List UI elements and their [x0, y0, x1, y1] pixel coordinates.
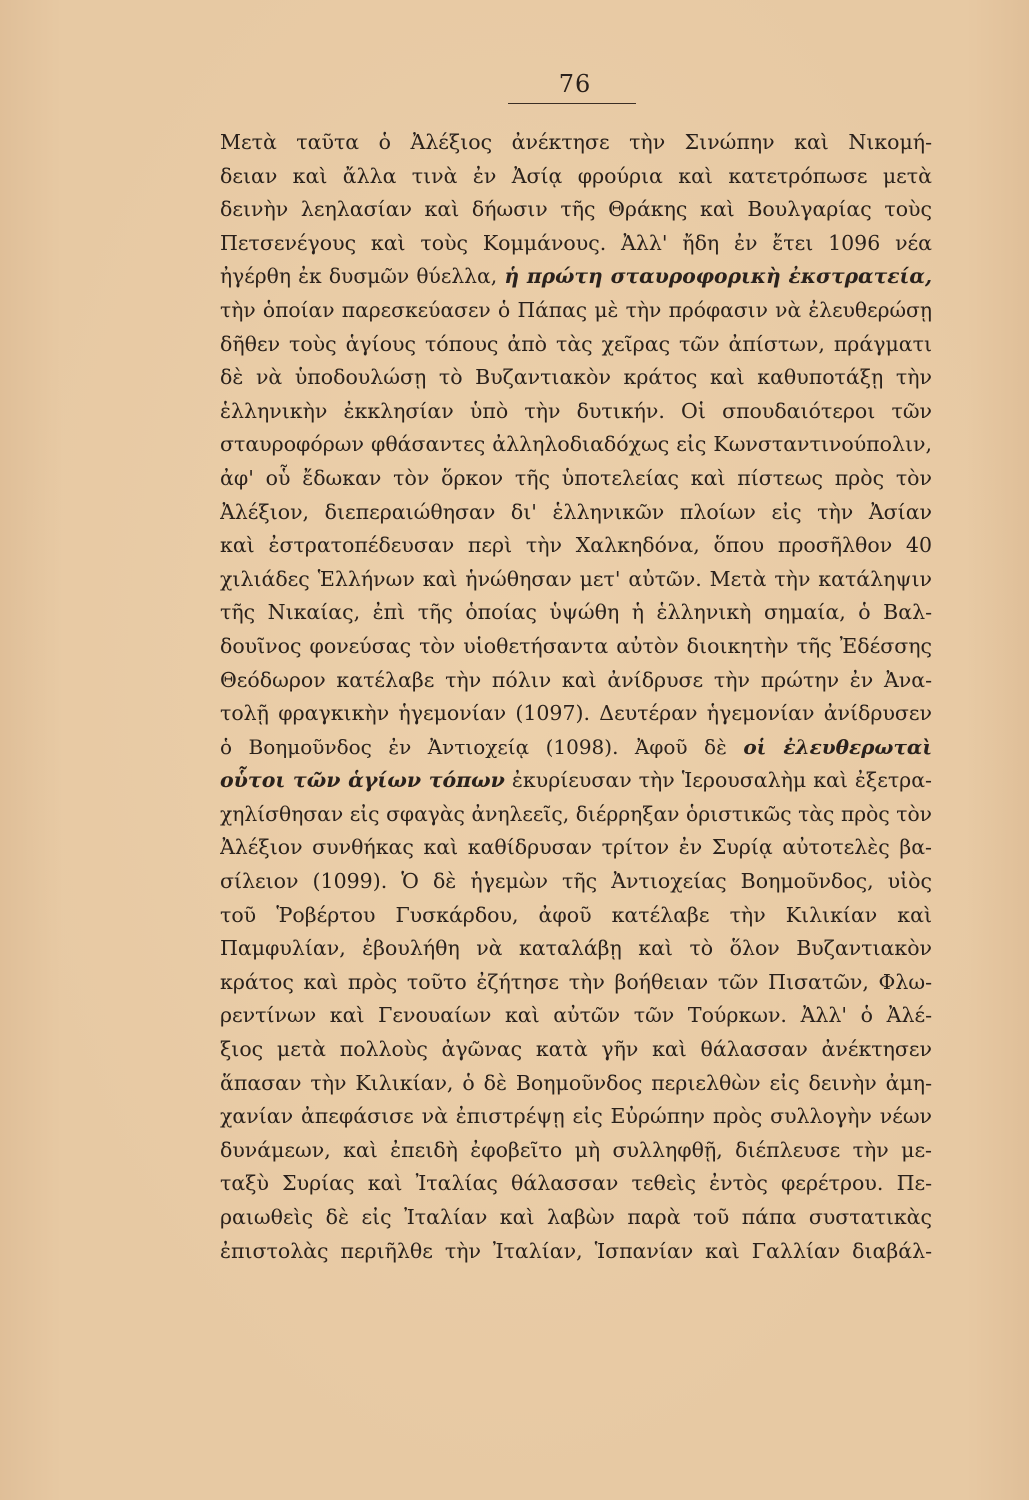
- text-line: τὴν ὁποίαν παρεσκεύασεν ὁ Πάπας μὲ τὴν πρόφασιν νὰ ἐλευθερώσῃ: [220, 297, 932, 322]
- text-line: δεινὴν λεηλασίαν καὶ δήωσιν τῆς Θράκης καὶ Βουλγαρίας τοὺς: [220, 197, 932, 222]
- text-line: σταυροφόρων φθάσαντες ἀλληλοδιαδόχως εἰς Κωνσταντινούπολιν,: [220, 432, 932, 457]
- body-text: [220, 126, 932, 1268]
- text-line: κράτος καὶ πρὸς τοῦτο ἐζήτησε τὴν βοήθειαν τῶν Πισατῶν, Φλω-: [220, 969, 932, 994]
- header-rule: [508, 103, 636, 104]
- text-line: Παμφυλίαν, ἐβουλήθη νὰ καταλάβῃ καὶ τὸ ὅλον Βυζαντιακὸν: [220, 936, 932, 961]
- text-line: Ἀλέξιον, διεπεραιώθησαν δι' ἑλληνικῶν πλοίων εἰς τὴν Ἀσίαν: [220, 499, 932, 524]
- text-line: ρεντίνων καὶ Γενουαίων καὶ αὐτῶν τῶν Τούρκων. Ἀλλ' ὁ Ἀλέ-: [220, 1003, 932, 1028]
- text-line: ἠγέρθη ἐκ δυσμῶν θύελλα, ἡ πρώτη σταυροφορικὴ ἐκστρατεία,: [220, 264, 932, 289]
- text-line: Θεόδωρον κατέλαβε τὴν πόλιν καὶ ἀνίδρυσε τὴν πρώτην ἐν Ἀνα-: [220, 667, 932, 692]
- text-line: χιλιάδες Ἑλλήνων καὶ ἡνώθησαν μετ' αὐτῶν. Μετὰ τὴν κατάληψιν: [220, 566, 932, 591]
- text-line: ταξὺ Συρίας καὶ Ἰταλίας θάλασσαν τεθεὶς ἐντὸς φερέτρου. Πε-: [220, 1171, 932, 1196]
- text-line: δῆθεν τοὺς ἁγίους τόπους ἀπὸ τὰς χεῖρας τῶν ἀπίστων, πράγματι: [220, 331, 932, 356]
- text-line: χηλίσθησαν εἰς σφαγὰς ἀνηλεεῖς, διέρρηξαν ὁριστικῶς τὰς πρὸς τὸν: [220, 801, 932, 826]
- emphasized-text: οὗτοι τῶν ἁγίων τόπων: [220, 768, 505, 793]
- emphasized-text: ἡ πρώτη σταυροφορικὴ ἐκστρατεία,: [504, 264, 932, 289]
- text-line: δὲ νὰ ὑποδουλώσῃ τὸ Βυζαντιακὸν κράτος καὶ καθυποτάξῃ τὴν: [220, 365, 932, 390]
- text-line: τοῦ Ῥοβέρτου Γυσκάρδου, ἀφοῦ κατέλαβε τὴν Κιλικίαν καὶ: [220, 902, 932, 927]
- text-line: ἐπιστολὰς περιῆλθε τὴν Ἰταλίαν, Ἱσπανίαν καὶ Γαλλίαν διαβάλ-: [220, 1238, 932, 1263]
- text-line: δυνάμεων, καὶ ἐπειδὴ ἐφοβεῖτο μὴ συλληφθῇ, διέπλευσε τὴν με-: [220, 1137, 932, 1162]
- text-line: δειαν καὶ ἄλλα τινὰ ἐν Ἀσίᾳ φρούρια καὶ κατετρόπωσε μετὰ: [220, 163, 932, 188]
- text-line: ἀφ' οὗ ἔδωκαν τὸν ὅρκον τῆς ὑποτελείας καὶ πίστεως πρὸς τὸν: [220, 465, 932, 490]
- text-line: Πετσενέγους καὶ τοὺς Κομμάνους. Ἀλλ' ἤδη ἐν ἔτει 1096 νέα: [220, 230, 932, 255]
- text-line: δουῖνος φονεύσας τὸν υἱοθετήσαντα αὐτὸν διοικητὴν τῆς Ἐδέσσης: [220, 633, 932, 658]
- text-line: ὁ Βοημοῦνδος ἐν Ἀντιοχείᾳ (1098). Ἀφοῦ δὲ οἱ ἐλευθερωταὶ: [220, 734, 932, 759]
- text-line: ἑλληνικὴν ἐκκλησίαν ὑπὸ τὴν δυτικήν. Οἱ σπουδαιότεροι τῶν: [220, 398, 932, 423]
- text-line: Μετὰ ταῦτα ὁ Ἀλέξιος ἀνέκτησε τὴν Σινώπην καὶ Νικομή-: [220, 130, 932, 154]
- page-number: 76: [558, 70, 592, 98]
- text-line: χανίαν ἀπεφάσισε νὰ ἐπιστρέψῃ εἰς Εὐρώπην πρὸς συλλογὴν νέων: [220, 1104, 932, 1129]
- text-line: καὶ ἐστρατοπέδευσαν περὶ τὴν Χαλκηδόνα, ὅπου προσῆλθον 40: [220, 533, 932, 558]
- text-line: ἅπασαν τὴν Κιλικίαν, ὁ δὲ Βοημοῦνδος περιελθὼν εἰς δεινὴν ἀμη-: [220, 1070, 932, 1095]
- text-line: σίλειον (1099). Ὁ δὲ ἡγεμὼν τῆς Ἀντιοχείας Βοημοῦνδος, υἱὸς: [220, 869, 932, 894]
- emphasized-text: οἱ ἐλευθερωταὶ: [743, 734, 932, 759]
- text-line: οὗτοι τῶν ἁγίων τόπων ἐκυρίευσαν τὴν Ἱερουσαλὴμ καὶ ἐξετρα-: [220, 768, 932, 793]
- text-line: τολῇ φραγκικὴν ἡγεμονίαν (1097). Δευτέραν ἡγεμονίαν ἀνίδρυσεν: [220, 701, 932, 726]
- text-line: Ἀλέξιον συνθήκας καὶ καθίδρυσαν τρίτον ἐν Συρίᾳ αὐτοτελὲς βα-: [220, 835, 932, 860]
- text-line: τῆς Νικαίας, ἐπὶ τῆς ὁποίας ὑψώθη ἡ ἑλληνικὴ σημαία, ὁ Βαλ-: [220, 600, 932, 625]
- text-line: ραιωθεὶς δὲ εἰς Ἰταλίαν καὶ λαβὼν παρὰ τοῦ πάπα συστατικὰς: [220, 1205, 932, 1229]
- text-line: ξιος μετὰ πολλοὺς ἀγῶνας κατὰ γῆν καὶ θάλασσαν ἀνέκτησεν: [220, 1037, 932, 1062]
